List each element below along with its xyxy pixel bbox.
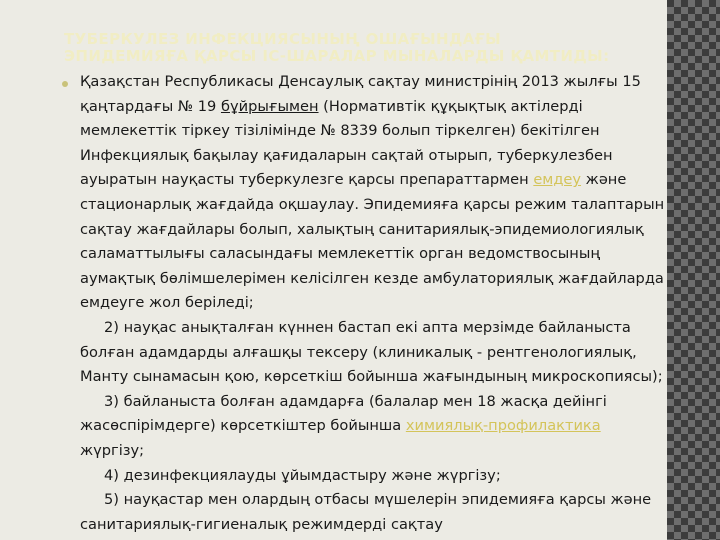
title-line-1: ТУБЕРКУЛЕЗ ИНФЕКЦИЯСЫНЫҢ ОШАҒЫНДАҒЫ <box>64 30 502 48</box>
title-line-2: ЭПИДЕМИЯҒА ҚАРСЫ ІС-ШАРАЛАР МЫНАЛАРДЫ ҚАМТИДЫ: <box>64 47 610 65</box>
treatment-link[interactable]: емдеу <box>533 171 582 189</box>
paragraph-1-text-c: және стационарлық жағдайда оқшаулау. Эпидемияға қарсы режим талаптарын сақтау жағдайлары болып, халықтың санитариялық-эпидемиологиялық саламаттылығы саласындағы мемлекеттік орган ведомствосының аумақтық бөлімшелерімен келісілген кезде амбулаториялық жағдайларда емдеуге жол беріледі; <box>80 171 665 312</box>
chemoprophylaxis-link[interactable]: химиялық-профилактика <box>405 417 601 435</box>
paragraph-1-text-a: Қазақстан Республикасы Денсаулық сақтау министрінің 2013 жылғы 15 қаңтардағы № 19 <box>80 73 641 115</box>
slide-title <box>64 31 654 65</box>
body-text <box>80 70 665 537</box>
item-3-text-b: жүргізу; <box>80 441 145 459</box>
list-item-3 <box>80 390 665 464</box>
paragraph-1-text-b: (Нормативтік құқықтық актілерді мемлекеттік тіркеу тізілімінде № 8339 болып тіркелген) бекітілген Инфекциялық бақылау қағидаларын сақтай отырып, туберкулезбен ауыратын науқасты туберкулезге қарсы препараттармен <box>80 97 613 189</box>
bullet-icon <box>62 81 68 87</box>
decorative-pattern-strip <box>667 0 720 540</box>
list-item-2: 2) науқас анықталған күннен бастап екі апта мерзімде байланыста болған адамдарды алғашқы тексеру (клиникалық - рентгенологиялық, Манту сынамасын қою, көрсеткіш бойынша жағындының микроскопиясы); <box>80 318 663 386</box>
paragraph-1 <box>80 70 665 316</box>
item-3-text-a: 3) байланыста болған адамдарға (балалар мен 18 жасқа дейінгі жасөспірімдерге) көрсеткіштер бойынша <box>80 392 607 435</box>
list-item-4: 4) дезинфекциялауды ұйымдастыру және жүргізу; <box>104 466 501 484</box>
order-link[interactable]: бұйрығымен <box>220 97 319 115</box>
list-item-5: 5) науқастар мен олардың отбасы мүшелерін эпидемияға қарсы және санитариялық-гигиеналық режимдерді сақтау <box>80 491 652 533</box>
